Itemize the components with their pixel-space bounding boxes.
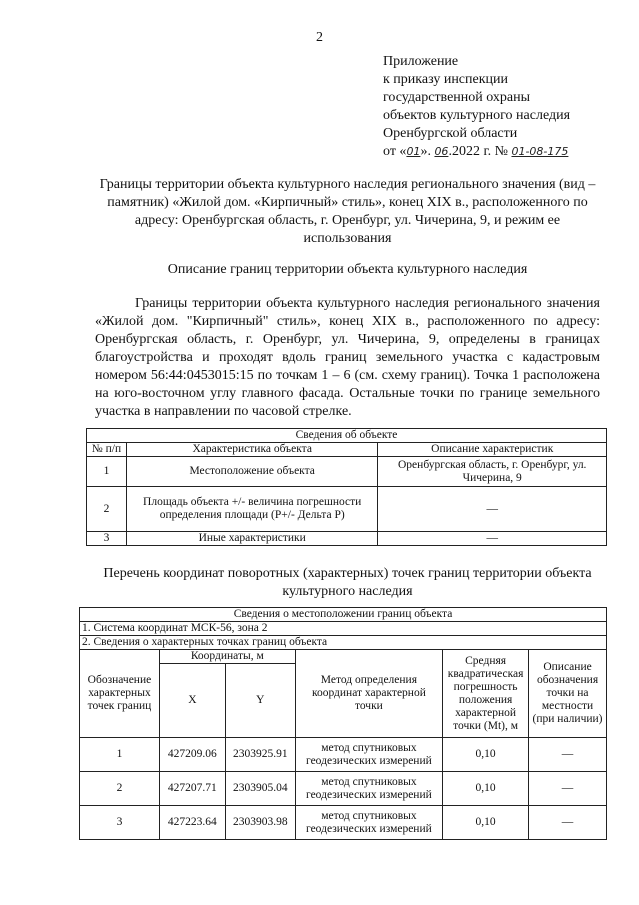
- column-header: № п/п: [87, 443, 127, 457]
- appendix-line: Оренбургской области: [383, 126, 518, 141]
- coordinates-heading: Перечень координат поворотных (характерных) точек границ территории объекта культурного наследия: [103, 566, 592, 599]
- column-header: Описание характеристик: [378, 443, 607, 457]
- order-date-line: от «01». 06.2022 г. № 01-08-175: [383, 144, 569, 159]
- document-title: Границы территории объекта культурного наследия регионального значения (вид – памятник) «Жилой дом. «Кирпичный» стиль», конец XIX в., расположенного по адресу: Оренбургская область, г. Оренбург, ул. Чичерина, 9, и режим ее использования: [99, 177, 596, 246]
- table-row: 2 Площадь объекта +/- величина погрешности определения площади (Р+/- Дельта Р) —: [87, 487, 607, 532]
- points-section: 2. Сведения о характерных точках границ объекта: [80, 636, 607, 650]
- object-info-table: [86, 428, 607, 546]
- table-row: 1 427209.06 2303925.91 метод спутниковых геодезических измерений 0,10 —: [80, 738, 607, 772]
- column-header: Обозначение характерных точек границ: [80, 650, 160, 738]
- table-row: 2 427207.71 2303905.04 метод спутниковых геодезических измерений 0,10 —: [80, 772, 607, 806]
- coordinate-system: 1. Система координат МСК-56, зона 2: [80, 622, 607, 636]
- table-row: 1 Местоположение объекта Оренбургская область, г. Оренбург, ул. Чичерина, 9: [87, 457, 607, 487]
- table-caption: Сведения об объекте: [87, 429, 607, 443]
- coordinates-table: [79, 607, 607, 840]
- section-heading: Описание границ территории объекта культурного наследия: [167, 262, 528, 277]
- boundary-description: Границы территории объекта культурного наследия регионального значения «Жилой дом. "Кирпичный" стиль», конец XIX в., расположенного по адресу: Оренбургская область, г. Оренбург, ул. Чичерина, 9, определены в границах благоустройства и проходят вдоль границ земельного участка с кадастровым номером 56:44:0453015:15 по точкам 1 – 6 (см. схему границ). Точка 1 расположена на юго-восточном углу главного фасада. Остальные точки по границе земельного участка в направлении по часовой стрелке.: [95, 296, 600, 419]
- column-header: Описание обозначения точки на местности (при наличии): [529, 650, 607, 738]
- appendix-line: объектов культурного наследия: [383, 108, 571, 123]
- handwritten-day: 01: [406, 145, 421, 158]
- page-number: 2: [316, 30, 323, 45]
- column-header: Характеристика объекта: [126, 443, 378, 457]
- appendix-line: к приказу инспекции: [383, 72, 509, 87]
- column-header: Метод определения координат характерной точки: [295, 650, 442, 738]
- table-row: 3 Иные характеристики —: [87, 532, 607, 546]
- appendix-line: Приложение: [383, 54, 459, 69]
- column-header: Y: [225, 664, 295, 738]
- table-row: 3 427223.64 2303903.98 метод спутниковых геодезических измерений 0,10 —: [80, 806, 607, 840]
- column-header: Средняя квадратическая погрешность положения характерной точки (Mt), м: [443, 650, 529, 738]
- appendix-block: [383, 53, 633, 161]
- column-header: X: [159, 664, 225, 738]
- appendix-line: государственной охраны: [383, 90, 531, 105]
- handwritten-month: 06: [434, 145, 449, 158]
- table-caption: Сведения о местоположении границ объекта: [80, 608, 607, 622]
- handwritten-order-number: 01-08-175: [511, 145, 569, 158]
- column-header: Координаты, м: [159, 650, 295, 664]
